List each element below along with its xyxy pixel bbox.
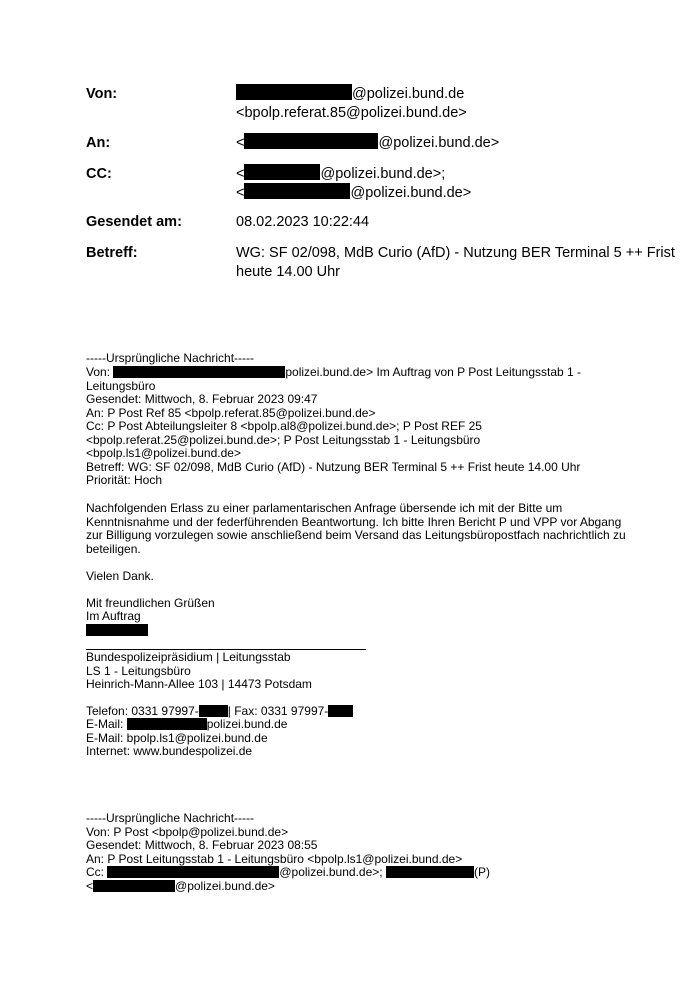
redaction-bar	[93, 880, 175, 892]
betreff-label: Betreff:	[86, 245, 138, 261]
cc-label: CC:	[86, 166, 112, 182]
forward2-cc-end: (P)	[473, 865, 490, 879]
redaction-bar	[86, 624, 148, 636]
forward1-cc3: <bpolp.ls1@polizei.bund.de>	[86, 446, 241, 460]
redaction-bar	[244, 183, 350, 199]
betreff-value-line1: WG: SF 02/098, MdB Curio (AfD) - Nutzung BER Terminal 5 ++ Frist	[236, 245, 675, 261]
an-label: An:	[86, 135, 111, 151]
forward1-von	[86, 366, 581, 380]
forward2-von: Von: P Post <bpolp@polizei.bund.de>	[86, 825, 289, 839]
forward1-separator: -----Ursprüngliche Nachricht-----	[86, 351, 255, 365]
gesendet-label: Gesendet am:	[86, 214, 182, 230]
cc2-prefix: <	[236, 185, 245, 201]
forward2-cc	[86, 866, 490, 880]
betreff-value-line2: heute 14.00 Uhr	[236, 264, 340, 280]
forward1-betreff: Betreff: WG: SF 02/098, MdB Curio (AfD) - Nutzung BER Terminal 5 ++ Frist heute 14.00 Uhr	[86, 460, 581, 474]
cc-value-line1	[236, 164, 445, 184]
forward2-cc-mid: @polizei.bund.de>;	[279, 865, 383, 879]
redaction-bar	[244, 164, 320, 180]
redaction-bar	[113, 366, 285, 378]
telefon-prefix: Telefon: 0331 97997-	[86, 704, 199, 718]
forward1-gesendet: Gesendet: Mittwoch, 8. Februar 2023 09:47	[86, 392, 318, 406]
email1-suffix: polizei.bund.de	[206, 717, 288, 731]
signature-email2: E-Mail: bpolp.ls1@polizei.bund.de	[86, 731, 268, 745]
von-label: Von:	[86, 86, 118, 102]
an-prefix: <	[236, 135, 245, 151]
forward1-cc1: Cc: P Post Abteilungsleiter 8 <bpolp.al8@polizei.bund.de>; P Post REF 25	[86, 419, 482, 433]
cc-value-line2	[236, 183, 471, 203]
forward2-gesendet: Gesendet: Mittwoch, 8. Februar 2023 08:55	[86, 838, 318, 852]
forward2-an: An: P Post Leitungsstab 1 - Leitungsbüro <bpolp.ls1@polizei.bund.de>	[86, 852, 463, 866]
forward2-cc2-prefix: <	[86, 879, 94, 893]
forward2-cc2-suffix: @polizei.bund.de>	[175, 879, 275, 893]
forward1-cc2: <bpolp.referat.25@polizei.bund.de>; P Post Leitungsstab 1 - Leitungsbüro	[86, 433, 481, 447]
von-value-line2: <bpolp.referat.85@polizei.bund.de>	[236, 105, 467, 121]
redaction-bar	[199, 705, 228, 717]
forward1-im-auftrag: Im Auftrag	[86, 609, 141, 623]
fax-prefix: | Fax: 0331 97997-	[227, 704, 329, 718]
forward1-von-cont: Leitungsbüro	[86, 379, 156, 393]
forward1-von-suffix: polizei.bund.de> Im Auftrag von P Post Leitungsstab 1 -	[285, 365, 582, 379]
forward1-an: An: P Post Ref 85 <bpolp.referat.85@polizei.bund.de>	[86, 406, 376, 420]
an-domain: @polizei.bund.de>	[378, 135, 500, 151]
redaction-bar	[236, 84, 352, 100]
redaction-bar	[127, 718, 207, 730]
email1-prefix: E-Mail:	[86, 717, 124, 731]
signer-redaction	[86, 624, 148, 638]
an-value	[236, 133, 499, 153]
von-domain: @polizei.bund.de	[352, 86, 465, 102]
forward1-prioritaet: Priorität: Hoch	[86, 473, 163, 487]
forward1-greeting: Mit freundlichen Grüßen	[86, 596, 215, 610]
signature-address: Heinrich-Mann-Allee 103 | 14473 Potsdam	[86, 677, 312, 691]
redaction-bar	[386, 866, 474, 878]
signature-email1	[86, 718, 287, 732]
redaction-bar	[244, 133, 378, 149]
forward1-von-prefix: Von:	[86, 365, 111, 379]
signature-unit: LS 1 - Leitungsbüro	[86, 664, 191, 678]
forward2-cc-cont	[86, 880, 275, 894]
gesendet-value: 08.02.2023 10:22:44	[236, 214, 370, 230]
von-value-line1	[236, 84, 464, 104]
cc2-domain: @polizei.bund.de>	[350, 185, 472, 201]
cc1-prefix: <	[236, 166, 245, 182]
redaction-bar	[328, 705, 353, 717]
forward1-paragraph: Nachfolgenden Erlass zu einer parlamentarischen Anfrage übersende ich mit der Bitte um Kenntnisnahme und der federführenden Beantwortung. Ich bitte Ihren Bericht P und VPP vor Abgang zur Billigung vorzulegen sowie anschließend beim Versand das Leitungsbüropostfach nachrichtlich zu beteiligen.	[86, 501, 626, 556]
forward2-cc-prefix: Cc:	[86, 865, 104, 879]
signature-internet: Internet: www.bundespolizei.de	[86, 744, 253, 758]
redaction-bar	[107, 866, 279, 878]
cc1-domain: @polizei.bund.de>;	[320, 166, 446, 182]
forward2-separator: -----Ursprüngliche Nachricht-----	[86, 811, 255, 825]
signature-org: Bundespolizeipräsidium | Leitungsstab	[86, 650, 291, 664]
forward1-thanks: Vielen Dank.	[86, 569, 154, 583]
